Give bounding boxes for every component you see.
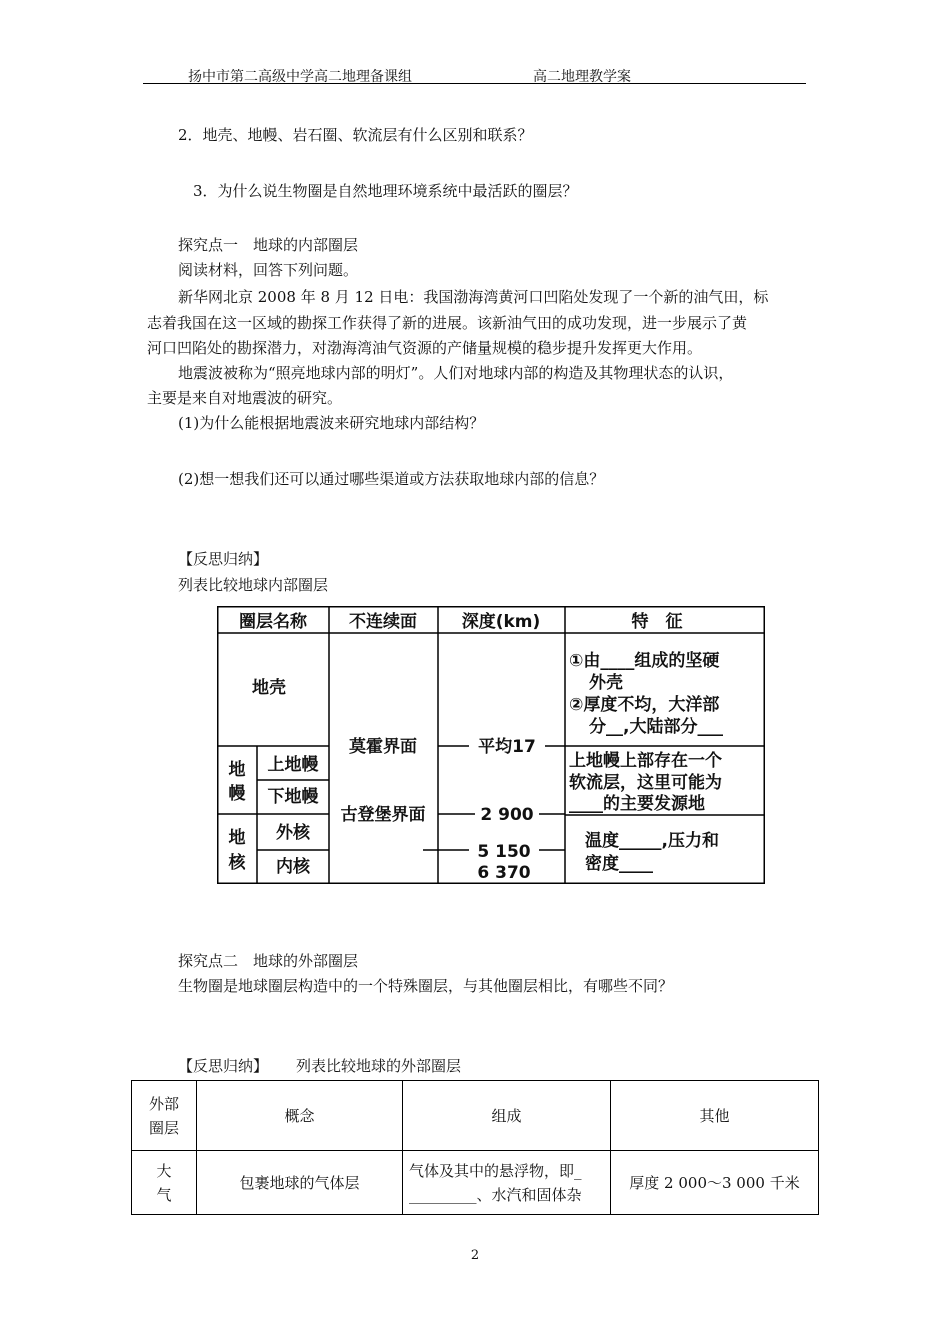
reflect1-title: 【反思归纳】 — [178, 550, 269, 568]
outer-header-layer: 外部 圈层 — [132, 1081, 197, 1151]
inner-crust-feat-2: 外壳 — [589, 673, 623, 693]
reflect1-subtitle: 列表比较地球内部圈层 — [178, 576, 329, 594]
inner-mantle-feat-2: 软流层，这里可能为 — [569, 773, 722, 793]
inner-mantle-feat-1: 上地幔上部存在一个 — [569, 751, 722, 771]
section1-question-1: (1)为什么能根据地震波来研究地球内部结构？ — [178, 414, 485, 432]
section2-question: 生物圈是地球圈层构造中的一个特殊圈层，与其他圈层相比，有哪些不同？ — [178, 977, 674, 995]
section1-para1-line1: 新华网北京 2008 年 8 月 12 日电：我国渤海湾黄河口凹陷处发现了一个新的油气田，标 — [178, 288, 769, 306]
inner-depth-6370: 6 370 — [477, 863, 531, 883]
outer-row-layer: 大 气 — [132, 1151, 197, 1215]
outer-row-other: 厚度 2 000～3 000 千米 — [611, 1151, 819, 1215]
inner-core-feat-2: 密度____ — [585, 854, 653, 874]
inner-inner-core: 内核 — [276, 857, 310, 877]
inner-core-char2: 核 — [228, 853, 246, 873]
outer-header-composition: 组成 — [403, 1081, 611, 1151]
header-school: 扬中市第二高级中学高二地理备课组 — [188, 69, 412, 85]
question-3: 3．为什么说生物圈是自然地理环境系统中最活跃的圈层？ — [193, 182, 578, 200]
table-row — [132, 1151, 819, 1215]
inner-layers-table — [217, 606, 765, 884]
header-rule — [143, 83, 806, 84]
inner-header-feature: 特 征 — [631, 612, 683, 632]
section1-question-2: (2)想一想我们还可以通过哪些渠道或方法获取地球内部的信息？ — [178, 470, 605, 488]
inner-header-discontinuity: 不连续面 — [349, 612, 417, 632]
header-title: 高二地理教学案 — [533, 69, 631, 85]
outer-layers-table — [131, 1080, 819, 1215]
section1-para1-line2: 志着我国在这一区域的勘探工作获得了新的进展。该新油气田的成功发现，进一步展示了黄 — [147, 314, 748, 332]
outer-row-concept: 包裹地球的气体层 — [197, 1151, 403, 1215]
inner-depth-5150: 5 150 — [477, 842, 531, 862]
inner-gutenberg: 古登堡界面 — [340, 805, 426, 825]
inner-crust-feat-3: ②厚度不均，大洋部 — [569, 695, 720, 715]
inner-depth-avg: 平均17 — [478, 737, 536, 757]
inner-mantle-feat-3: ____的主要发源地 — [569, 794, 705, 814]
outer-row-composition: 气体及其中的悬浮物，即_ _________、水汽和固体杂 — [403, 1151, 611, 1215]
inner-moho: 莫霍界面 — [349, 737, 417, 757]
section1-title: 探究点一 地球的内部圈层 — [178, 236, 359, 254]
inner-lower-mantle: 下地幔 — [267, 787, 319, 807]
inner-core-feat-1: 温度_____,压力和 — [585, 831, 719, 851]
inner-crust-feat-1: ①由____组成的坚硬 — [569, 651, 720, 671]
outer-header-other: 其他 — [611, 1081, 819, 1151]
inner-mantle-char2: 幔 — [228, 784, 246, 804]
inner-mantle-char1: 地 — [228, 760, 246, 780]
inner-crust-feat-4: 分__,大陆部分___ — [589, 717, 723, 737]
inner-header-name: 圈层名称 — [239, 612, 307, 632]
inner-crust: 地壳 — [252, 678, 286, 698]
outer-table-header-row — [132, 1081, 819, 1151]
section1-para1-line3: 河口凹陷处的勘探潜力，对渤海湾油气资源的产储量规模的稳步提升发挥更大作用。 — [147, 339, 703, 357]
section1-para2-line2: 主要是来自对地震波的研究。 — [147, 389, 343, 407]
question-2: 2．地壳、地幔、岩石圈、软流层有什么区别和联系？ — [178, 126, 533, 144]
inner-upper-mantle: 上地幔 — [267, 755, 319, 775]
inner-header-depth: 深度(km) — [461, 612, 541, 632]
section2-title: 探究点二 地球的外部圈层 — [178, 952, 359, 970]
inner-core-char1: 地 — [228, 828, 246, 848]
page-number: 2 — [470, 1248, 480, 1263]
inner-outer-core: 外核 — [276, 823, 310, 843]
section1-intro: 阅读材料，回答下列问题。 — [178, 261, 359, 279]
reflect2-title: 【反思归纳】 — [178, 1057, 269, 1075]
outer-header-concept: 概念 — [197, 1081, 403, 1151]
inner-depth-2900: 2 900 — [480, 805, 534, 825]
section1-para2-line1: 地震波被称为“照亮地球内部的明灯”。人们对地球内部的构造及其物理状态的认识， — [178, 364, 734, 382]
reflect2-subtitle: 列表比较地球的外部圈层 — [296, 1057, 462, 1075]
